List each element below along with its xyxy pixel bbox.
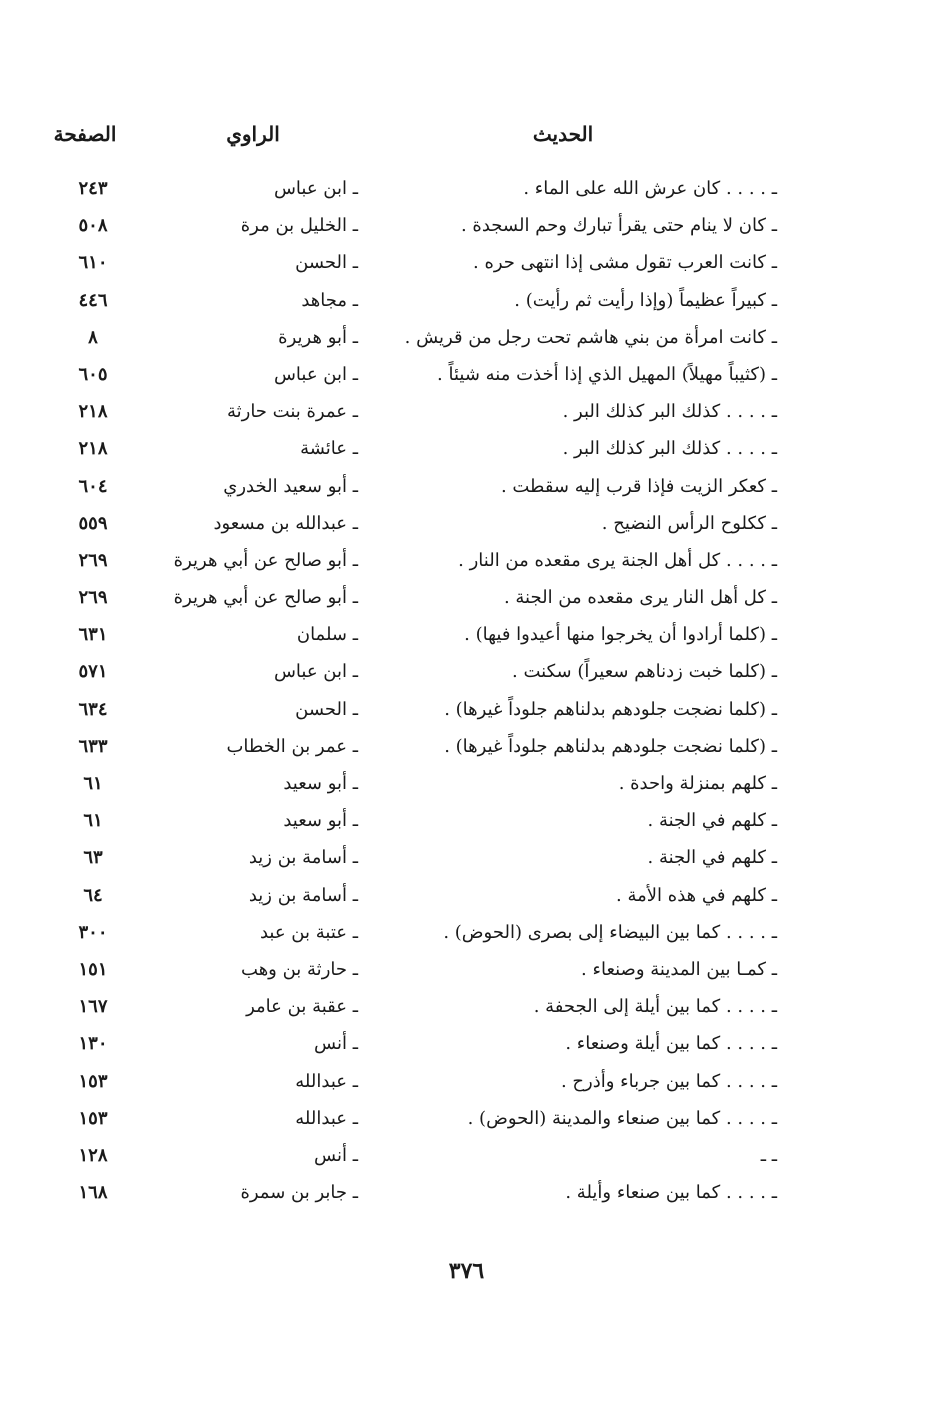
table-row [0,356,933,393]
hadith-text: ـ . . . . كما بين أيلة إلى الجحفة . [533,996,777,1018]
table-row [0,877,933,914]
table-row [0,393,933,430]
table-row [0,988,933,1025]
rawi-name: ـ عائشة [300,438,358,460]
hadith-text: ـ كلهم بمنزلة واحدة . [618,773,777,794]
page-ref: ١٣٠ [78,1033,108,1055]
hadith-text: ـ كلهم في هذه الأمة . [616,884,777,906]
table-header [0,122,933,162]
rawi-name: ـ أنس [314,1144,358,1166]
page-ref: ٦١٠ [78,252,108,274]
hadith-text: ـ . . . . كذلك البر كذلك البر . [562,438,777,460]
rawi-name: ـ أسامة بن زيد [248,884,358,906]
page-ref: ٦٤ [83,884,103,906]
page-ref: ١٥٣ [78,1107,108,1129]
hadith-text: ـ كمـا بين المدينة وصنعاء . [581,958,777,980]
table-row [0,170,933,207]
page-ref: ٦٣٣ [78,735,108,757]
rawi-name: ـ عقبة بن عامر [246,996,358,1018]
page-ref: ١٦٨ [78,1182,108,1204]
table-row [0,616,933,653]
hadith-text: ـ . . . . كما بين صنعاء والمدينة (الحوض) . [467,1107,777,1129]
rawi-name: ـ ابن عباس [273,661,358,683]
page-ref: ١٥١ [78,958,108,980]
page-ref: ٤٤٦ [78,289,108,311]
hadith-text: ـ . . . . كما بين البيضاء إلى بصرى (الحوض) . [443,921,777,943]
table-row [0,468,933,505]
page-ref: ٢٦٩ [78,587,108,609]
page-ref: ٥٠٨ [78,215,108,237]
rawi-name: ـ أبو صالح عن أبي هريرة [173,549,358,571]
hadith-text: ـ (كثيباً مهيلاً) المهيل الذي إذا أخذت منه شيئاً . [437,363,777,385]
page-ref: ٦١ [83,810,103,832]
rawi-name: ـ ابن عباس [273,363,358,385]
page-ref: ٥٥٩ [78,512,108,534]
page-ref: ٦١ [83,773,103,794]
page-ref: ٢١٨ [78,438,108,460]
rawi-name: ـ أبو هريرة [278,326,358,348]
table-row [0,282,933,319]
table-row [0,1137,933,1174]
hadith-text: ـ كان لا ينام حتى يقرأ تبارك وحم السجدة . [460,215,777,237]
hadith-text: ـ ـ [760,1144,777,1166]
rawi-name: ـ ابن عباس [273,178,358,199]
table-row [0,1063,933,1100]
table-row [0,430,933,467]
page-ref: ٦٣١ [78,624,108,646]
page-ref: ٦٣٤ [78,698,108,720]
table-row [0,653,933,690]
page-ref: ٦٠٥ [78,363,108,385]
hadith-text: ـ (كلما نضجت جلودهم بدلناهم جلوداً غيرها) . [444,735,777,757]
table-row [0,728,933,765]
table-row [0,1100,933,1137]
table-row [0,1174,933,1211]
table-row [0,839,933,876]
rawi-name: ـ الخليل بن مرة [240,215,358,237]
rawi-name: ـ الحسن [295,698,358,720]
header-hadith: الحديث [532,122,594,146]
page-number: ٣٧٦ [448,1258,485,1284]
table-row [0,244,933,281]
rawi-name: ـ حارثة بن وهب [241,958,358,980]
hadith-text: ـ كبيراً عظيماً (وإذا رأيت ثم رأيت) . [514,289,777,311]
table-row [0,579,933,616]
page-ref: ٣٠٠ [78,921,108,943]
rawi-name: ـ أبو سعيد الخدري [223,475,358,497]
rawi-name: ـ الحسن [295,252,358,274]
page-ref: ٦٣ [83,847,103,869]
rawi-name: ـ أسامة بن زيد [248,847,358,869]
table-row [0,914,933,951]
table-row [0,691,933,728]
table-row [0,802,933,839]
header-page: الصفحة [53,122,117,146]
rawi-name: ـ أبو سعيد [283,810,358,832]
rawi-name: ـ مجاهد [301,289,358,311]
hadith-text: ـ (كلما نضجت جلودهم بدلناهم جلوداً غيرها) . [444,698,777,720]
page-ref: ٦٠٤ [78,475,108,497]
page-ref: ٨ [88,326,98,348]
table-row [0,1025,933,1062]
rawi-name: ـ أبو صالح عن أبي هريرة [173,587,358,609]
table-row [0,765,933,802]
hadith-text: ـ كانت امرأة من بني هاشم تحت رجل من قريش . [404,326,777,348]
hadith-text: ـ كانت العرب تقول مشى إذا انتهى حره . [473,252,777,274]
table-row [0,505,933,542]
page-ref: ١٦٧ [78,996,108,1018]
table-row [0,319,933,356]
hadith-text: ـ (كلما أرادوا أن يخرجوا منها أعيدوا فيها) . [464,624,777,646]
hadith-text: ـ كعكر الزيت فإذا قرب إليه سقطت . [500,475,777,497]
hadith-text: ـ ككلوح الرأس النضيح . [601,512,777,534]
hadith-text: ـ . . . . كل أهل الجنة يرى مقعده من النار . [458,549,777,571]
hadith-text: ـ . . . . كما بين صنعاء وأيلة . [565,1182,777,1204]
rawi-name: ـ عبدالله [295,1070,358,1092]
hadith-text: ـ . . . . كما بين أيلة وصنعاء . [565,1033,777,1055]
header-rawi: الراوي [226,122,280,146]
page-ref: ٢٦٩ [78,549,108,571]
hadith-text: ـ . . . . كذلك البر كذلك البر . [562,401,777,423]
table-row [0,951,933,988]
hadith-text: ـ . . . . كان عرش الله على الماء . [523,178,777,199]
table-row [0,542,933,579]
rawi-name: ـ أبو سعيد [283,773,358,794]
rawi-name: ـ جابر بن سمرة [240,1182,358,1204]
page-ref: ٥٧١ [78,661,108,683]
page-ref: ١٢٨ [78,1144,108,1166]
hadith-text: ـ . . . . كما بين جرباء وأذرح . [560,1070,777,1092]
hadith-text: ـ كل أهل النار يرى مقعده من الجنة . [503,587,777,609]
page-ref: ٢١٨ [78,401,108,423]
hadith-text: ـ كلهم في الجنة . [647,847,777,869]
table-row [0,207,933,244]
rawi-name: ـ عمرة بنت حارثة [226,401,358,423]
rawi-name: ـ عمر بن الخطاب [226,735,358,757]
index-table [0,170,933,1211]
rawi-name: ـ عتبة بن عبد [259,921,358,943]
rawi-name: ـ عبدالله [295,1107,358,1129]
hadith-text: ـ (كلما خبت زدناهم سعيراً) سكنت . [512,661,777,683]
rawi-name: ـ عبدالله بن مسعود [213,512,358,534]
page-ref: ٢٤٣ [78,178,108,199]
page-ref: ١٥٣ [78,1070,108,1092]
rawi-name: ـ أنس [314,1033,358,1055]
hadith-text: ـ كلهم في الجنة . [647,810,777,832]
rawi-name: ـ سلمان [296,624,358,646]
